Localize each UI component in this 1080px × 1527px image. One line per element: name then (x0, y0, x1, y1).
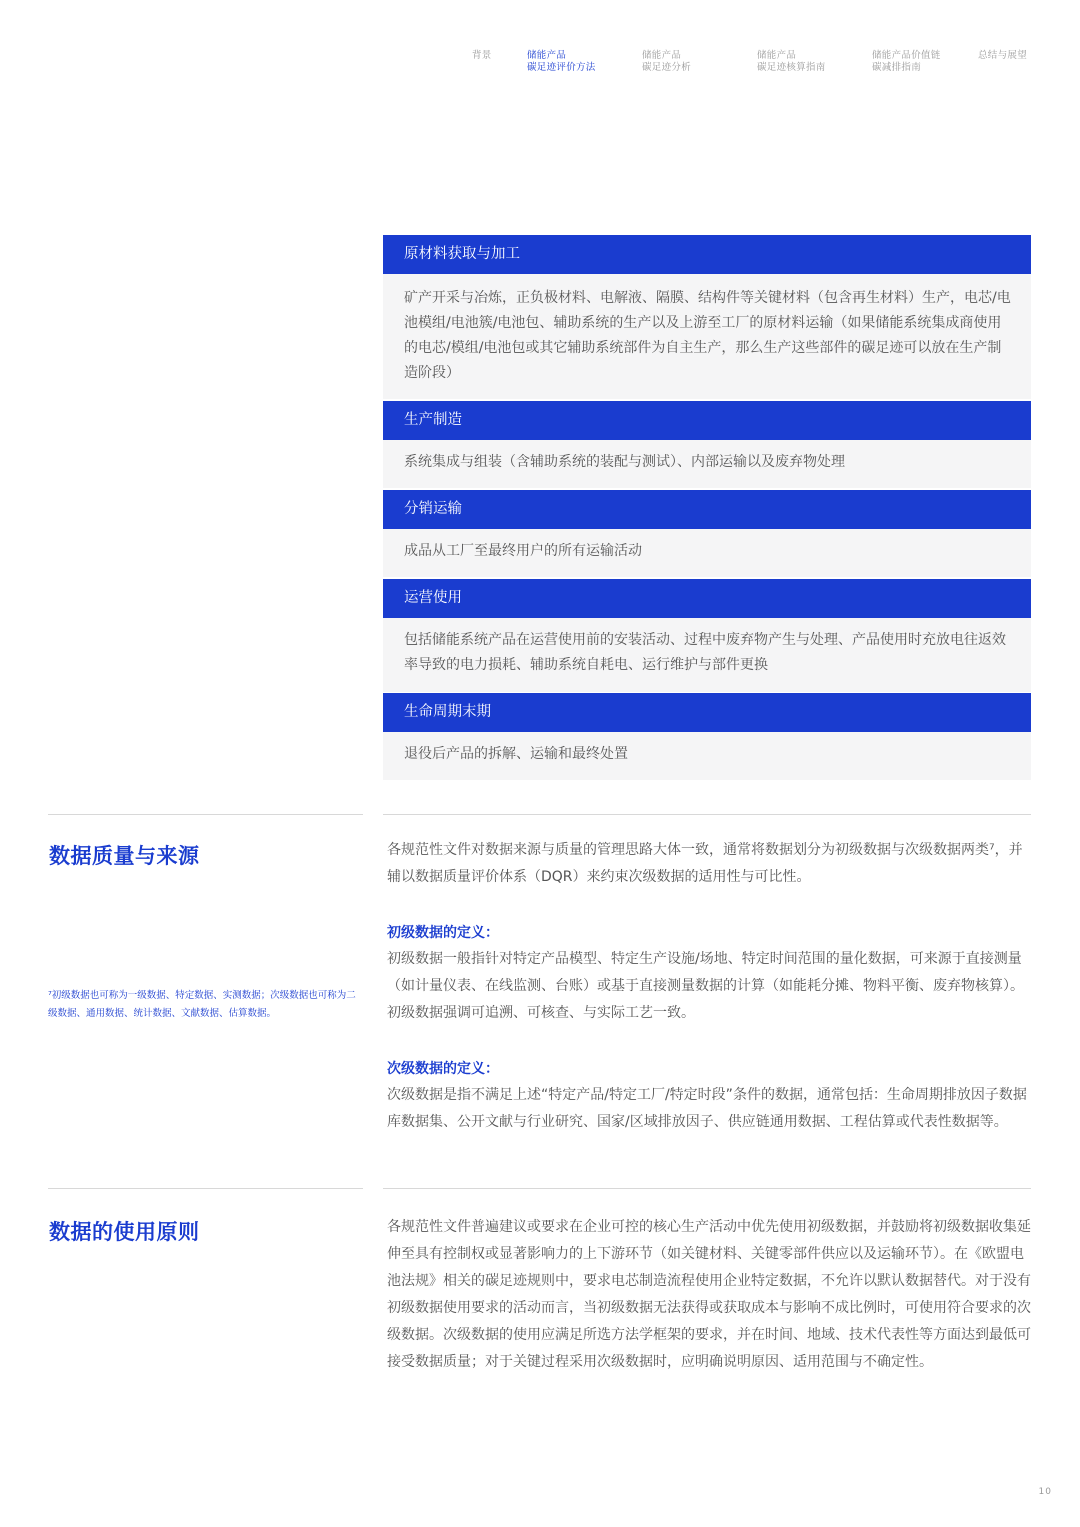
nav-item-reduction-guide[interactable] (872, 50, 941, 74)
stage-description: 成品从工厂至最终用户的所有运输活动 (383, 529, 1031, 577)
stage-title: 原材料获取与加工 (383, 235, 1031, 274)
footnote: ⁷初级数据也可称为一级数据、特定数据、实测数据；次级数据也可称为二级数据、通用数据、统计数据、文献数据、估算数据。 (48, 990, 356, 1019)
stage-raw-materials (383, 235, 1031, 399)
secondary-data-definition: 次级数据是指不满足上述“特定产品/特定工厂/特定时段”条件的数据，通常包括：生命周期排放因子数据库数据集、公开文献与行业研究、国家/区域排放因子、供应链通用数据、工程估算或代表性数据等。 (387, 1087, 1027, 1130)
nav-item-assessment-method[interactable] (527, 50, 596, 74)
nav-label: 储能产品 (527, 50, 567, 61)
stage-end-of-life (383, 693, 1031, 780)
stage-description: 包括储能系统产品在运营使用前的安装活动、过程中废弃物产生与处理、产品使用时充放电往返效率导致的电力损耗、辅助系统自耗电、运行维护与部件更换 (383, 618, 1031, 692)
nav-item-summary[interactable] (978, 50, 1027, 62)
stage-description: 矿产开采与冶炼，正负极材料、电解液、隔膜、结构件等关键材料（包含再生材料）生产，电芯/电池模组/电池簇/电池包、辅助系统的生产以及上游至工厂的原材料运输（如果储能系统集成商使用的电芯/模组/电池包或其它辅助系统部件为自主生产，那么生产这些部件的碳足迹可以放在生产制造阶段） (383, 274, 1031, 399)
nav-label: 背景 (472, 50, 492, 61)
stage-title: 生命周期末期 (383, 693, 1031, 732)
data-quality-intro: 各规范性文件对数据来源与质量的管理思路大体一致，通常将数据划分为初级数据与次级数据两类⁷，并辅以数据质量评价体系（DQR）来约束次级数据的适用性与可比性。 (387, 842, 1023, 885)
nav-label: 储能产品 (757, 50, 797, 61)
section-title-usage-principles: 数据的使用原则 (49, 1220, 200, 1244)
nav-item-background[interactable] (472, 50, 492, 62)
usage-principles-text: 各规范性文件普遍建议或要求在企业可控的核心生产活动中优先使用初级数据，并鼓励将初级数据收集延伸至具有控制权或显著影响力的上下游环节（如关键材料、关键零部件供应以及运输环节）。在《欧盟电池法规》相关的碳足迹规则中，要求电芯制造流程使用企业特定数据，不允许以默认数据替代。对于没有初级数据使用要求的活动而言，当初级数据无法获得或获取成本与影响不成比例时，可使用符合要求的次级数据。次级数据的使用应满足所选方法学框架的要求，并在时间、地域、技术代表性等方面达到最低可接受数据质量；对于关键过程采用次级数据时，应明确说明原因、适用范围与不确定性。 (387, 1219, 1031, 1370)
stage-distribution (383, 490, 1031, 577)
stage-description: 系统集成与组装（含辅助系统的装配与测试）、内部运输以及废弃物处理 (383, 440, 1031, 488)
stage-title: 生产制造 (383, 401, 1031, 440)
nav-item-footprint-analysis[interactable] (642, 50, 691, 74)
stage-title: 运营使用 (383, 579, 1031, 618)
page-number: 10 (1038, 1487, 1052, 1497)
nav-label: 总结与展望 (978, 50, 1028, 61)
secondary-data-heading: 次级数据的定义： (387, 1061, 499, 1077)
stage-use (383, 579, 1031, 692)
nav-sublabel: 碳减排指南 (872, 62, 922, 73)
stage-manufacturing (383, 401, 1031, 488)
stage-description: 退役后产品的拆解、运输和最终处置 (383, 732, 1031, 780)
nav-item-accounting-guide[interactable] (757, 50, 826, 74)
nav-label: 储能产品 (642, 50, 682, 61)
stage-title: 分销运输 (383, 490, 1031, 529)
divider-left (48, 814, 363, 815)
nav-sublabel: 碳足迹评价方法 (527, 62, 596, 73)
divider-right (383, 1188, 1031, 1189)
nav-sublabel: 碳足迹核算指南 (757, 62, 826, 73)
nav-sublabel: 碳足迹分析 (642, 62, 692, 73)
divider-right (383, 814, 1031, 815)
divider-left (48, 1188, 363, 1189)
nav-label: 储能产品价值链 (872, 50, 941, 61)
section-title-data-quality: 数据质量与来源 (49, 844, 200, 868)
primary-data-definition: 初级数据一般指针对特定产品模型、特定生产设施/场地、特定时间范围的量化数据，可来源于直接测量（如计量仪表、在线监测、台账）或基于直接测量数据的计算（如能耗分摊、物料平衡、废弃物核算）。初级数据强调可追溯、可核查、与实际工艺一致。 (387, 951, 1024, 1021)
primary-data-heading: 初级数据的定义： (387, 925, 499, 941)
